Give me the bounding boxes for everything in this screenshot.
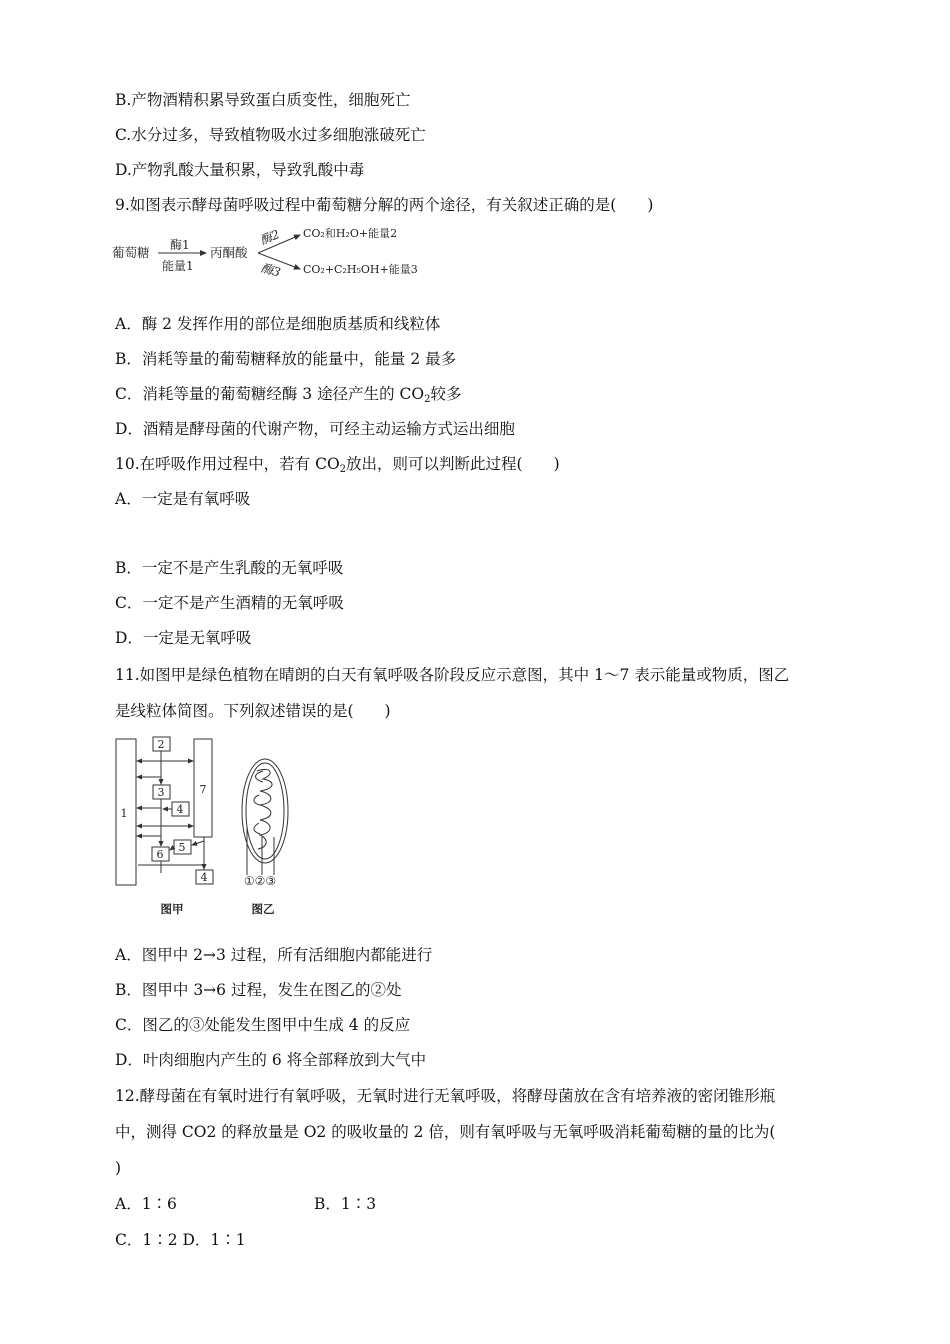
figure-yi-mitochondrion — [242, 759, 288, 875]
label-5: 5 — [178, 841, 186, 854]
q12-stem-line1: 12.酵母菌在有氧时进行有氧呼吸，无氧时进行无氧呼吸，将酵母菌放在含有培养液的密闭锥形瓶 — [115, 1087, 776, 1105]
label-7: 7 — [199, 783, 207, 796]
q10-option-d: D．一定是无氧呼吸 — [115, 629, 252, 647]
q9-option-d: D．酒精是酵母菌的代谢产物，可经主动运输方式运出细胞 — [115, 420, 515, 438]
figure-jia — [116, 737, 213, 885]
q12-option-b: B．1∶3 — [314, 1195, 377, 1213]
q9-option-b: B．消耗等量的葡萄糖释放的能量中，能量 2 最多 — [115, 350, 457, 368]
enzyme3-label: 酶3 — [259, 260, 283, 280]
label-6: 6 — [156, 848, 164, 861]
q12-stem-line2: 中，测得 CO2 的释放量是 O2 的吸收量的 2 倍，则有氧呼吸与无氧呼吸消耗葡萄糖的量的比为( — [115, 1123, 776, 1141]
q9-pathway-diagram — [110, 222, 430, 284]
enzyme2-label: 酶2 — [257, 227, 282, 248]
q8-option-b: B.产物酒精积累导致蛋白质变性，细胞死亡 — [115, 91, 411, 109]
q9-option-c: C．消耗等量的葡萄糖经酶 3 途径产生的 $CO_2$较多 — [115, 385, 462, 405]
caption-jia: 图甲 — [160, 902, 184, 916]
label-1: 1 — [120, 807, 128, 820]
energy1-label: 能量1 — [162, 259, 194, 273]
q12-option-a: A．1∶6 — [115, 1195, 177, 1213]
q11-stem-line2: 是线粒体简图。下列叙述错误的是( ) — [115, 702, 391, 720]
q11-option-a: A．图甲中 2→3 过程，所有活细胞内都能进行 — [115, 946, 433, 964]
label-4-upper: 4 — [176, 803, 184, 816]
enzyme1-label: 酶1 — [170, 238, 190, 252]
q11-stem-line1: 11.如图甲是绿色植物在晴朗的白天有氧呼吸各阶段反应示意图，其中 1～7 表示能量或物质，图乙 — [115, 666, 790, 684]
q10-option-c: C．一定不是产生酒精的无氧呼吸 — [115, 594, 344, 612]
q10-option-b: B．一定不是产生乳酸的无氧呼吸 — [115, 559, 344, 577]
glucose-label: 葡萄糖 — [112, 245, 150, 260]
q9-option-a: A．酶 2 发挥作用的部位是细胞质基质和线粒体 — [115, 315, 441, 333]
q11-option-b: B．图甲中 3→6 过程，发生在图乙的②处 — [115, 981, 402, 999]
product2-label: CO₂和H₂O+能量2 — [303, 227, 398, 240]
q11-option-d: D．叶肉细胞内产生的 6 将全部释放到大气中 — [115, 1051, 427, 1069]
q11-figure — [110, 733, 310, 923]
q10-option-a: A．一定是有氧呼吸 — [115, 490, 251, 508]
label-2: 2 — [157, 738, 165, 751]
q8-option-c: C.水分过多，导致植物吸水过多细胞涨破死亡 — [115, 126, 426, 144]
q10-stem: 10.在呼吸作用过程中，若有 $CO_2$放出，则可以判断此过程( ) — [115, 455, 560, 475]
q9-stem: 9.如图表示酵母菌呼吸过程中葡萄糖分解的两个途径，有关叙述正确的是( ) — [115, 196, 654, 214]
label-4-lower: 4 — [200, 871, 208, 884]
q11-option-c: C．图乙的③处能发生图甲中生成 4 的反应 — [115, 1016, 411, 1034]
q12-stem-line3: ) — [115, 1159, 122, 1177]
label-3: 3 — [157, 786, 165, 799]
product3-label: CO₂+C₂H₅OH+能量3 — [303, 263, 418, 276]
q12-option-cd: C．1∶2 D．1∶1 — [115, 1231, 246, 1249]
pyruvate-label: 丙酮酸 — [210, 245, 248, 260]
mito-region-labels: ①②③ — [243, 874, 277, 888]
q8-option-d: D.产物乳酸大量积累，导致乳酸中毒 — [115, 161, 365, 179]
caption-yi: 图乙 — [251, 902, 275, 916]
